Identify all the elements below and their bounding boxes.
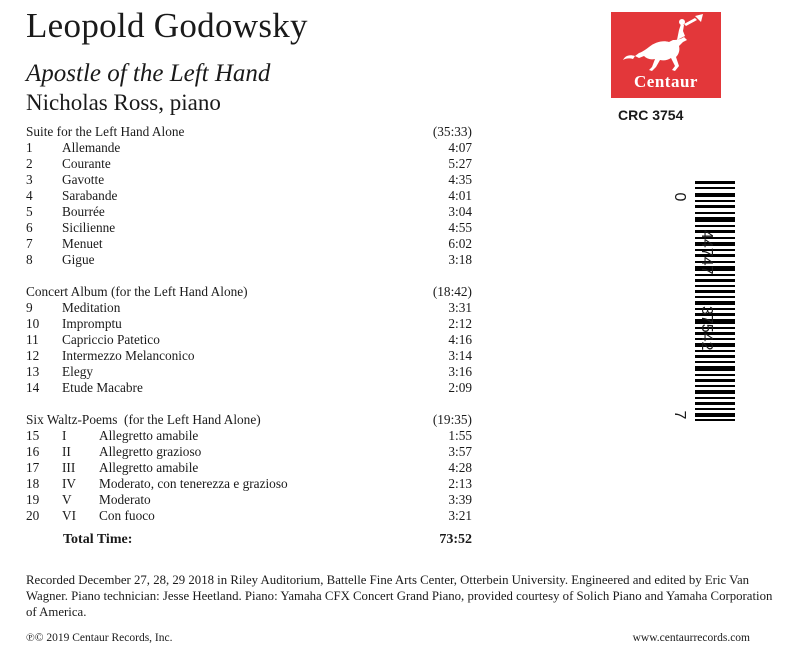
track-time: 4:16 (448, 332, 472, 347)
album-subtitle: Apostle of the Left Hand (26, 60, 271, 87)
section-duration: (35:33) (432, 124, 472, 139)
performer-name: Nicholas Ross, piano (26, 90, 221, 115)
track-row (26, 172, 486, 188)
track-row (26, 300, 486, 316)
barcode-bars (695, 181, 735, 421)
track-number: 18 (26, 476, 40, 491)
section-concert-album (26, 284, 486, 396)
track-number: 8 (26, 252, 33, 267)
track-row (26, 220, 486, 236)
movement-numeral: IV (62, 476, 77, 491)
track-row (26, 380, 486, 396)
track-title: Gigue (62, 252, 95, 267)
track-number: 7 (26, 236, 33, 251)
centaur-logo (611, 12, 721, 98)
track-title: Con fuoco (99, 508, 155, 523)
track-title: Allegretto amabile (99, 428, 199, 443)
section-waltz-poems (26, 412, 486, 524)
composer-name: Leopold Godowsky (26, 6, 308, 45)
track-time: 3:14 (448, 348, 472, 363)
track-title: Allegretto grazioso (99, 444, 202, 459)
track-time: 1:55 (448, 428, 472, 443)
barcode-digit: 37542 (698, 306, 715, 351)
track-time: 4:55 (448, 220, 472, 235)
track-row (26, 348, 486, 364)
section-title: Suite for the Left Hand Alone (26, 124, 185, 139)
track-row (26, 444, 486, 460)
track-time: 2:12 (448, 316, 472, 331)
track-time: 3:57 (448, 444, 472, 459)
track-time: 3:21 (448, 508, 472, 523)
track-title: Impromptu (62, 316, 122, 331)
section-title: Six Waltz-Poems (for the Left Hand Alone) (26, 412, 261, 427)
track-title: Allegretto amabile (99, 460, 199, 475)
track-title: Intermezzo Melanconico (62, 348, 195, 363)
track-title: Moderato (99, 492, 151, 507)
track-row (26, 252, 486, 268)
track-row (26, 188, 486, 204)
track-title: Elegy (62, 364, 94, 379)
track-title: Etude Macabre (62, 380, 143, 395)
track-row (26, 476, 486, 492)
track-row (26, 492, 486, 508)
section-title: Concert Album (for the Left Hand Alone) (26, 284, 248, 299)
total-time-row (26, 530, 486, 550)
track-number: 17 (26, 460, 40, 475)
track-row (26, 332, 486, 348)
track-time: 3:18 (448, 252, 472, 267)
track-number: 20 (26, 508, 40, 523)
track-title: Menuet (62, 236, 103, 251)
track-title: Courante (62, 156, 111, 171)
track-title: Gavotte (62, 172, 105, 187)
track-number: 15 (26, 428, 40, 443)
track-row (26, 140, 486, 156)
track-time: 5:27 (448, 156, 472, 171)
track-number: 11 (26, 332, 39, 347)
track-time: 3:16 (448, 364, 472, 379)
copyright: ℗© 2019 Centaur Records, Inc. (26, 632, 173, 644)
track-title: Moderato, con tenerezza e grazioso (99, 476, 288, 491)
track-title: Sicilienne (62, 220, 116, 235)
section-header (26, 284, 486, 300)
section-header (26, 124, 486, 140)
track-number: 19 (26, 492, 40, 507)
track-title: Allemande (62, 140, 121, 155)
track-time: 3:39 (448, 492, 472, 507)
track-row (26, 316, 486, 332)
barcode-digit: 7 (671, 410, 688, 420)
section-header (26, 412, 486, 428)
section-duration: (19:35) (432, 412, 472, 427)
logo-text: Centaur (634, 72, 698, 91)
total-time-label: Total Time: (63, 532, 133, 547)
total-time-value: 73:52 (439, 532, 472, 547)
track-time: 4:01 (448, 188, 472, 203)
track-number: 13 (26, 364, 40, 379)
track-number: 3 (26, 172, 33, 187)
recording-credits: Recorded December 27, 28, 29 2018 in Riley Auditorium, Battelle Fine Arts Center, Otterbein University. Engineered and edited by Eric Van Wagner. Piano technician: Jesse Heetland. Piano: Yamaha CFX Concert Grand Piano, provided courtesy of Solich Piano and Yamaha Corporation of America. (26, 573, 773, 619)
movement-numeral: V (62, 492, 72, 507)
track-number: 14 (26, 380, 40, 395)
track-row (26, 460, 486, 476)
track-row (26, 508, 486, 524)
track-number: 2 (26, 156, 33, 171)
track-number: 9 (26, 300, 33, 315)
track-number: 5 (26, 204, 33, 219)
movement-numeral: VI (62, 508, 77, 523)
track-row (26, 236, 486, 252)
track-list (26, 124, 486, 550)
barcode-digit: 0 (671, 192, 688, 202)
track-time: 6:02 (448, 236, 472, 251)
section-duration: (18:42) (432, 284, 472, 299)
track-title: Bourrée (62, 204, 105, 219)
section-title-suffix: (for the Left Hand Alone) (110, 284, 248, 299)
track-number: 1 (26, 140, 33, 155)
track-title: Meditation (62, 300, 121, 315)
track-number: 16 (26, 444, 40, 459)
track-row (26, 204, 486, 220)
website: www.centaurrecords.com (632, 632, 750, 644)
track-time: 4:28 (448, 460, 472, 475)
track-number: 10 (26, 316, 40, 331)
movement-numeral: II (62, 444, 71, 459)
track-time: 2:09 (448, 380, 472, 395)
track-number: 4 (26, 188, 33, 203)
barcode-digit: 44747 (698, 230, 715, 275)
movement-numeral: I (62, 428, 67, 443)
track-title: Capriccio Patetico (62, 332, 160, 347)
track-time: 2:13 (448, 476, 472, 491)
track-time: 3:04 (448, 204, 472, 219)
section-suite (26, 124, 486, 268)
section-title-suffix: (for the Left Hand Alone) (124, 412, 261, 427)
track-row (26, 364, 486, 380)
track-row (26, 156, 486, 172)
track-row (26, 428, 486, 444)
movement-numeral: III (62, 460, 76, 475)
track-number: 12 (26, 348, 40, 363)
track-number: 6 (26, 220, 33, 235)
track-time: 4:07 (448, 140, 472, 155)
track-title: Sarabande (62, 188, 118, 203)
track-time: 4:35 (448, 172, 472, 187)
catalog-number: CRC 3754 (618, 107, 684, 123)
track-time: 3:31 (448, 300, 472, 315)
